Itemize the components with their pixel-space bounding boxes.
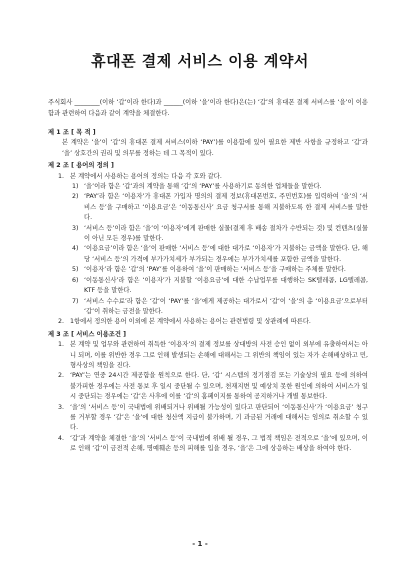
clause-text: ‘갑’과 계약을 체결한 ‘을’의 ‘서비스 등’이 국내법에 위배 될 경우, 그 법적 책임은 전적으로 ‘을’에 있으며, 이로 인해 ‘갑’이 금전적 손해, 명예훼손 등의 피해를 입을 경우, ‘을’은 그에 상응하는 배상을 하여야 한다. bbox=[70, 434, 368, 453]
definition-number: 2) bbox=[72, 193, 79, 201]
definition-item bbox=[48, 182, 368, 192]
clause-number: 2. bbox=[58, 372, 65, 380]
definition-item bbox=[48, 265, 368, 275]
intro-paragraph: 주식회사 ________(이하 ‘갑’이라 한다)과 ______(이하 ‘을’이라 한다)은(는) ‘갑’의 휴대폰 결제 서비스를 ‘을’이 이용함과 관련하여 다음과 같이 계약을 체결한다. bbox=[48, 99, 368, 117]
clause-number: 1. bbox=[58, 172, 65, 180]
definition-text: ‘이용요금’이라 함은 ‘을’이 판매한 ‘서비스 등’에 대한 대가로 ‘이용자’가 지불하는 금액을 말한다. 단, 해당 ‘서비스 등’의 가격에 부가가치세가 부가되는 경우에는 부가가치세를 포함한 금액을 말한다. bbox=[84, 245, 368, 263]
definition-number: 4) bbox=[72, 245, 79, 253]
page-number: - 1 - bbox=[192, 540, 208, 548]
definition-text: ‘이용자’라 함은 ‘갑’의 ‘PAY’를 이용하여 ‘을’이 판매하는 ‘서비스 등’을 구매하는 주체를 말한다. bbox=[84, 266, 346, 274]
article-3 bbox=[48, 330, 368, 455]
clause-item bbox=[48, 403, 368, 434]
definition-number: 3) bbox=[72, 224, 79, 232]
article-3-title: 제 3 조 [ 서비스 이용조건 ] bbox=[48, 330, 127, 338]
definition-text: ‘이동통신사’라 함은 ‘이용자’가 지불할 ‘이용요금’에 대한 수납업무를 대행하는 SK텔레콤, LG텔레콤, KTF 등을 말한다. bbox=[84, 276, 368, 295]
document-body bbox=[48, 126, 368, 455]
clause-item bbox=[48, 434, 368, 455]
article-2-title: 제 2 조 [ 용어의 정의 ] bbox=[48, 162, 114, 170]
clause-text: ‘PAY’는 연중 24시간 제공함을 원칙으로 한다. 단, ‘갑’ 시스템의 정기점검 또는 기술상의 필요 등에 의하여 불가피한 경우에는 사전 통보 후 일시 중단될 수 있으며, 천재지변 및 예상치 못한 원인에 의하여 서비스가 일시 중단되는 경우에는 ‘갑’은 사후에 이를 ‘갑’의 홈페이지를 통하여 공지하거나 개별 통보한다. bbox=[70, 372, 368, 401]
definition-number: 6) bbox=[72, 276, 79, 284]
article-2 bbox=[48, 161, 368, 328]
clause-text: 1항에서 정의한 용어 이외에 본 계약에서 사용하는 용어는 관련법령 및 상관례에 따른다. bbox=[70, 318, 311, 326]
clause-item bbox=[48, 172, 368, 182]
clause-text: 본 계약 및 업무와 관련하여 취득한 ‘이용자’의 결제 정보를 상대방의 사전 승인 없이 외부에 유출하여서는 아니 되며, 이를 위반한 경우 그로 인해 발생되는 손해에 대해서는 그 위반의 책임이 있는 자가 손해배상하고 민, 형사상의 책임을 진다. bbox=[70, 341, 368, 369]
clause-text: 본 계약에서 사용하는 용어의 정의는 다음 각 호와 같다. bbox=[70, 172, 222, 180]
clause-number: 2. bbox=[58, 318, 65, 326]
article-1 bbox=[48, 128, 368, 159]
definition-number: 1) bbox=[72, 183, 79, 191]
definition-text: ‘서비스 수수료’라 함은 ‘갑’이 ‘PAY’를 ‘을’에게 제공하는 대가로서 ‘갑’이 ‘을’의 총 ‘이용요금’으로부터 ‘갑’이 취하는 금전을 말한다. bbox=[84, 297, 368, 315]
definition-item bbox=[48, 244, 368, 265]
definition-text: ‘을’이라 함은 ‘갑’과의 계약을 통해 ‘갑’의 ‘PAY’를 사용하기로 동의한 업체들을 말한다. bbox=[84, 183, 322, 191]
clause-item bbox=[48, 317, 368, 327]
definition-item bbox=[48, 224, 368, 245]
clause-item bbox=[48, 371, 368, 402]
article-1-text: 본 계약은 ‘을’이 ‘갑’의 휴대폰 결제 서비스(이하 ‘PAY’)를 이용함에 있어 필요한 제반 사항을 규정하고 ‘갑’과 ‘을’ 상호간의 권리 및 의무를 정하는 데 그 목적이 있다. bbox=[62, 139, 368, 157]
clause-number: 1. bbox=[58, 341, 65, 349]
definition-number: 5) bbox=[72, 266, 79, 274]
definition-item bbox=[48, 192, 368, 223]
definition-text: ‘PAY’라 함은 ‘이용자’가 휴대폰 가입자 명의의 결제 정보(휴대폰번호, 주민번호)를 입력하여 ‘을’의 ‘서비스 등’을 구매하고 ‘이용요금’은 ‘이동통신사’ 요금 청구서를 통해 지불하도록 한 결제 서비스를 말한다. bbox=[84, 193, 368, 222]
definition-number: 7) bbox=[72, 297, 79, 305]
definition-item bbox=[48, 276, 368, 297]
clause-item bbox=[48, 340, 368, 371]
clause-text: ‘을’의 ‘서비스 등’이 국내법에 위배되거나 위배될 가능성이 있다고 판단되어 ‘이동통신사’가 ‘이용요금’ 청구를 거부할 경우 ‘갑’은 ‘을’에 대한 청산액 지급이 불가하며, 기 과금된 거래에 대해서는 임의로 취소할 수 있다. bbox=[70, 403, 368, 432]
clause-number: 3. bbox=[58, 403, 65, 411]
definition-item bbox=[48, 297, 368, 318]
clause-number: 4. bbox=[58, 434, 65, 442]
document-title: 휴대폰 결제 서비스 이용 계약서 bbox=[91, 52, 309, 70]
article-1-title: 제 1 조 [ 목 적 ] bbox=[48, 129, 96, 136]
definition-text: ‘서비스 등’이라 함은 ‘을’이 ‘이용자’에게 판매한 실물(결제 후 배송 절차가 수반되는 것) 및 컨텐츠(실물이 아닌 모든 경우)를 말한다. bbox=[84, 224, 368, 243]
